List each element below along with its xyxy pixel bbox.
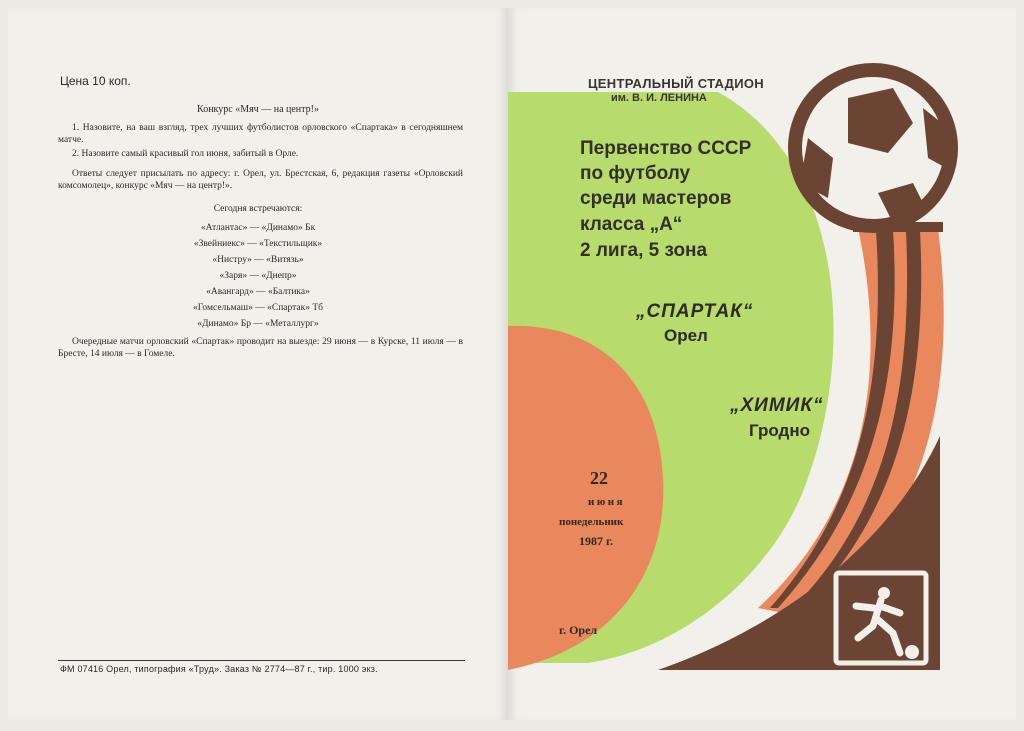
ball-pedestal: [853, 222, 943, 232]
venue-city: г. Орел: [559, 623, 598, 637]
match-month: июня: [588, 496, 626, 508]
right-page: [508, 8, 1016, 720]
match-line: «Гомсельмаш» — «Спартак» Тб: [193, 303, 323, 313]
cover-artwork: [508, 8, 1016, 720]
match-year: 1987 г.: [579, 534, 614, 548]
championship-line: по футболу: [580, 163, 691, 184]
print-footer: ФМ 07416 Орел, типография «Труд». Заказ № 2774—87 г., тир. 1000 экз.: [60, 664, 378, 674]
match-weekday: понедельник: [559, 516, 624, 528]
answers-note: Ответы следует присылать по адресу: г. Орел, ул. Брестская, 6, редакция газеты «Орловский комсомолец», конкурс «Мяч — на центр!».: [58, 169, 463, 191]
match-line: «Заря» — «Днепр»: [219, 271, 297, 281]
away-city: Гродно: [749, 421, 810, 440]
match-line: «Нистру» — «Витязь»: [212, 255, 304, 265]
championship-line: среди мастеров: [580, 188, 732, 209]
left-page: [8, 8, 508, 720]
home-team: „СПАРТАК“: [636, 301, 754, 322]
match-day: 22: [590, 468, 608, 488]
today-heading: Сегодня встречаются:: [213, 204, 303, 214]
price-label: Цена 10 коп.: [60, 74, 131, 88]
match-line: «Атлантас» — «Динамо» Бк: [200, 223, 316, 233]
contest-title: Конкурс «Мяч — на центр!»: [197, 104, 319, 115]
footer-divider: [58, 660, 465, 661]
match-line: «Авангард» — «Балтика»: [206, 287, 310, 297]
match-line: «Звейниекс» — «Текстильщик»: [193, 239, 323, 249]
contest-question-2: 2. Назовите самый красивый гол июня, забитый в Орле.: [72, 149, 299, 159]
stadium-dedication: им. В. И. ЛЕНИНА: [611, 92, 707, 104]
stadium-name: ЦЕНТРАЛЬНЫЙ СТАДИОН: [588, 76, 764, 91]
championship-line: класса „А“: [580, 214, 683, 235]
match-line: «Динамо» Бр — «Металлург»: [197, 319, 319, 329]
championship-line: Первенство СССР: [580, 138, 752, 159]
home-city: Орел: [664, 326, 708, 345]
away-team: „ХИМИК“: [730, 395, 824, 416]
championship-line: 2 лига, 5 зона: [580, 240, 708, 261]
next-matches-note: Очередные матчи орловский «Спартак» проводит на выезде: 29 июня — в Курске, 11 июля — в Бресте, 14 июля — в Гомеле.: [58, 337, 463, 359]
contest-question-1: 1. Назовите, на ваш взгляд, трех лучших футболистов орловского «Спартака» в сегодняшнем матче.: [58, 123, 463, 145]
